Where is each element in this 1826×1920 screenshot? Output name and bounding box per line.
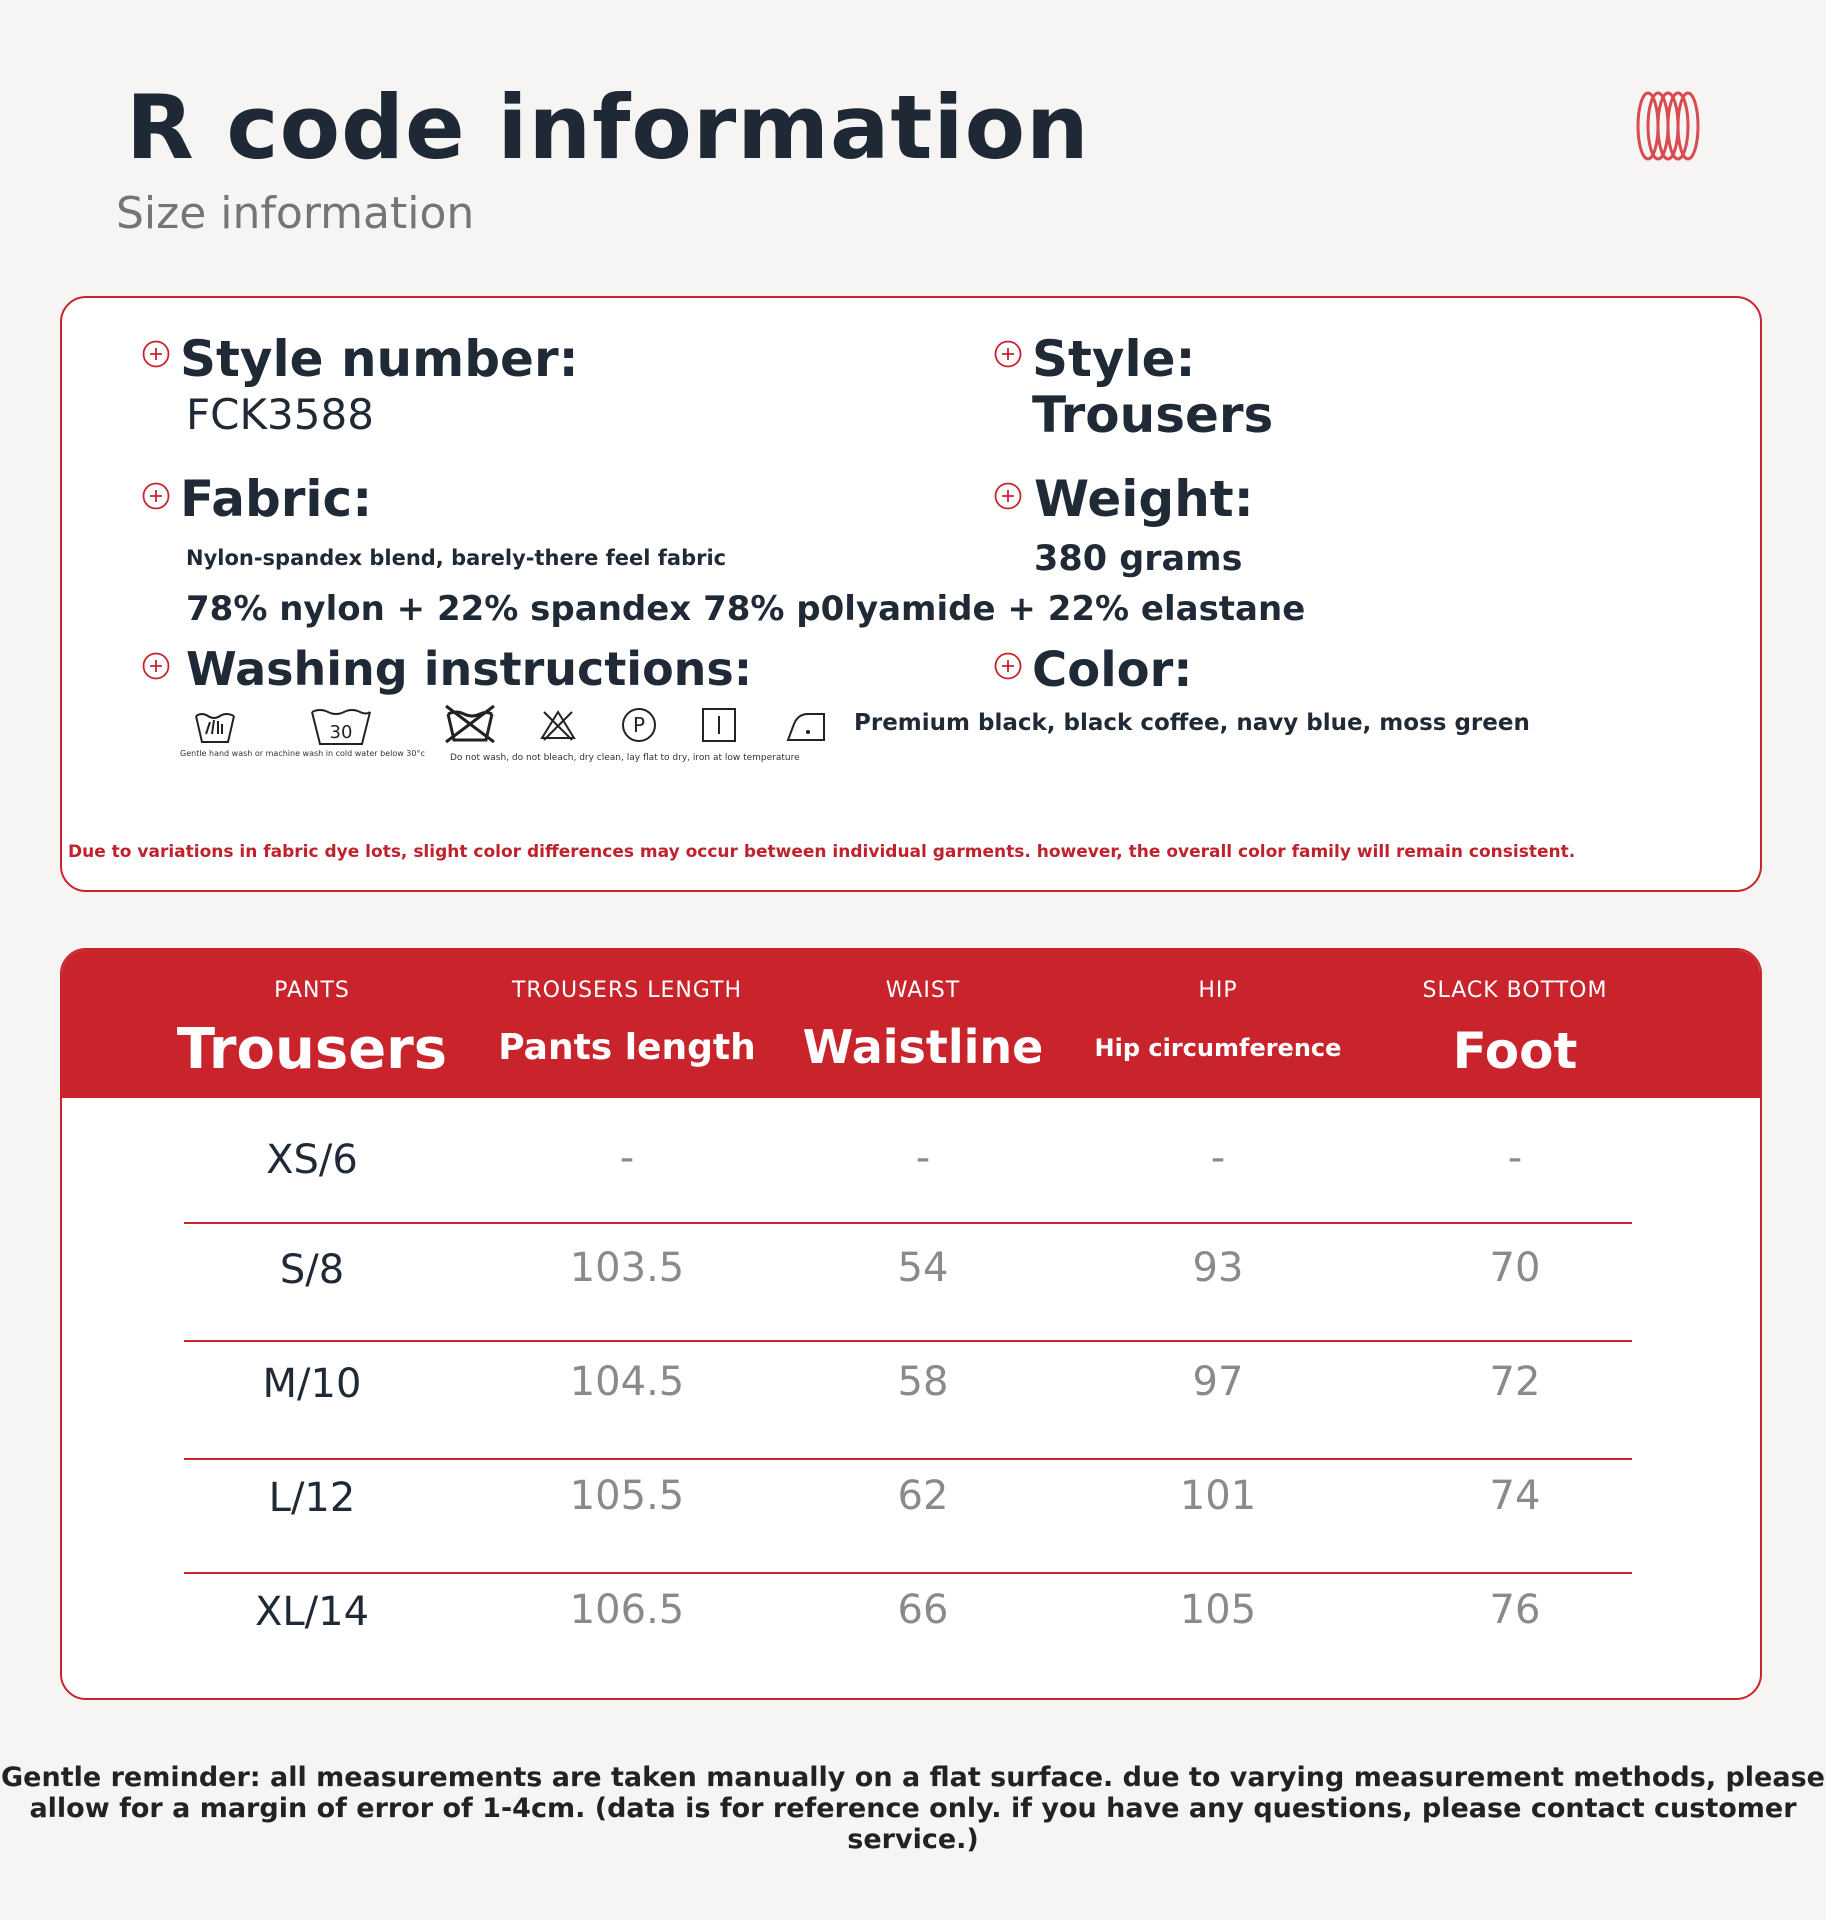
fabric-description: Nylon-spandex blend, barely-there feel fabric (186, 546, 727, 570)
do-not-bleach-icon (540, 708, 576, 742)
table-row (62, 1118, 1760, 1232)
page-subtitle: Size information (116, 188, 475, 239)
hip-cell: 105 (1179, 1587, 1257, 1633)
table-row (62, 1344, 1760, 1458)
wash-30-icon (310, 706, 372, 746)
plus-circle-icon (142, 482, 170, 510)
weight-label: Weight: (1034, 470, 1254, 528)
waist-cell: 54 (897, 1245, 949, 1291)
size-cell: XL/14 (254, 1589, 370, 1635)
length-cell: 103.5 (569, 1245, 685, 1291)
wash-note-1: Gentle hand wash or machine wash in cold water below 30°c (180, 749, 425, 758)
header-hip (1068, 950, 1368, 1098)
header-hip-small: HIP (1198, 978, 1238, 1003)
do-not-tumble-icon (442, 704, 498, 744)
length-cell: - (619, 1135, 635, 1181)
fabric-composition: 78% nylon + 22% spandex 78% p0lyamide + 22% elastane (186, 589, 1306, 629)
header-waist-big: Waistline (802, 1020, 1044, 1074)
wash-note-2: Do not wash, do not bleach, dry clean, lay flat to dry, iron at low temperature (450, 753, 800, 763)
header-pants (162, 950, 462, 1098)
dry-clean-icon (620, 706, 658, 744)
header-foot-big: Foot (1452, 1022, 1578, 1080)
color-label: Color: (1032, 642, 1193, 698)
header-hip-big: Hip circumference (1094, 1034, 1342, 1062)
length-cell: 106.5 (569, 1587, 685, 1633)
header-pants-small: PANTS (274, 978, 350, 1003)
foot-cell: 72 (1489, 1359, 1541, 1405)
style-label: Style: (1032, 330, 1196, 388)
style-number-label: Style number: (180, 330, 579, 388)
header-waist-small: WAIST (885, 978, 961, 1003)
measurement-reminder (0, 1762, 1826, 1855)
svg-text:P: P (632, 713, 646, 737)
header-foot-small: SLACK BOTTOM (1422, 978, 1608, 1003)
table-row (62, 1230, 1760, 1344)
row-divider (184, 1222, 1632, 1224)
hip-cell: - (1210, 1135, 1226, 1181)
iron-low-icon (784, 706, 828, 746)
table-row (62, 1458, 1760, 1572)
style-number-value: FCK3588 (186, 390, 374, 439)
header-length-small: TROUSERS LENGTH (511, 978, 743, 1003)
hip-cell: 97 (1192, 1359, 1244, 1405)
size-table (60, 948, 1762, 1700)
reminder-line-2: allow for a margin of error of 1-4cm. (data is for reference only. if you have any questions, please contact customer service.) (29, 1793, 1797, 1855)
style-value: Trousers (1032, 386, 1274, 444)
size-cell: L/12 (268, 1475, 356, 1521)
fabric-label: Fabric: (180, 470, 373, 528)
hip-cell: 93 (1192, 1245, 1244, 1291)
waist-cell: 66 (897, 1587, 949, 1633)
length-cell: 104.5 (569, 1359, 685, 1405)
header-waist (773, 950, 1073, 1098)
foot-cell: 74 (1489, 1473, 1541, 1519)
hip-cell: 101 (1179, 1473, 1257, 1519)
size-cell: XS/6 (266, 1137, 358, 1183)
size-cell: S/8 (279, 1247, 345, 1293)
header-pants-big: Trousers (176, 1017, 448, 1082)
waist-cell: - (915, 1135, 931, 1181)
wash-temp-label: 30 (329, 722, 353, 743)
lay-flat-icon (700, 706, 738, 744)
weight-value: 380 grams (1034, 539, 1243, 579)
plus-circle-icon (994, 482, 1022, 510)
plus-circle-icon (994, 340, 1022, 368)
row-divider (184, 1340, 1632, 1342)
foot-cell: 70 (1489, 1245, 1541, 1291)
size-table-header (62, 950, 1760, 1098)
waist-cell: 62 (897, 1473, 949, 1519)
color-value: Premium black, black coffee, navy blue, moss green (854, 710, 1530, 736)
brand-logo-icon (1632, 90, 1704, 162)
plus-circle-icon (994, 652, 1022, 680)
hand-wash-icon (194, 708, 236, 744)
color-notice: Due to variations in fabric dye lots, slight color differences may occur between individual garments. however, the overall color family will remain consistent. (68, 842, 1576, 862)
product-info-card (60, 296, 1762, 892)
size-cell: M/10 (262, 1361, 362, 1407)
page-title: R code information (126, 76, 1090, 179)
table-row (62, 1572, 1760, 1686)
header-length (477, 950, 777, 1098)
foot-cell: - (1507, 1135, 1523, 1181)
length-cell: 105.5 (569, 1473, 685, 1519)
waist-cell: 58 (897, 1359, 949, 1405)
washing-label: Washing instructions: (186, 642, 753, 696)
plus-circle-icon (142, 652, 170, 680)
foot-cell: 76 (1489, 1587, 1541, 1633)
header-foot (1365, 950, 1665, 1098)
header-length-big: Pants length (498, 1027, 756, 1068)
plus-circle-icon (142, 340, 170, 368)
reminder-line-1: Gentle reminder: all measurements are taken manually on a flat surface. due to varying measurement methods, please (1, 1762, 1825, 1793)
